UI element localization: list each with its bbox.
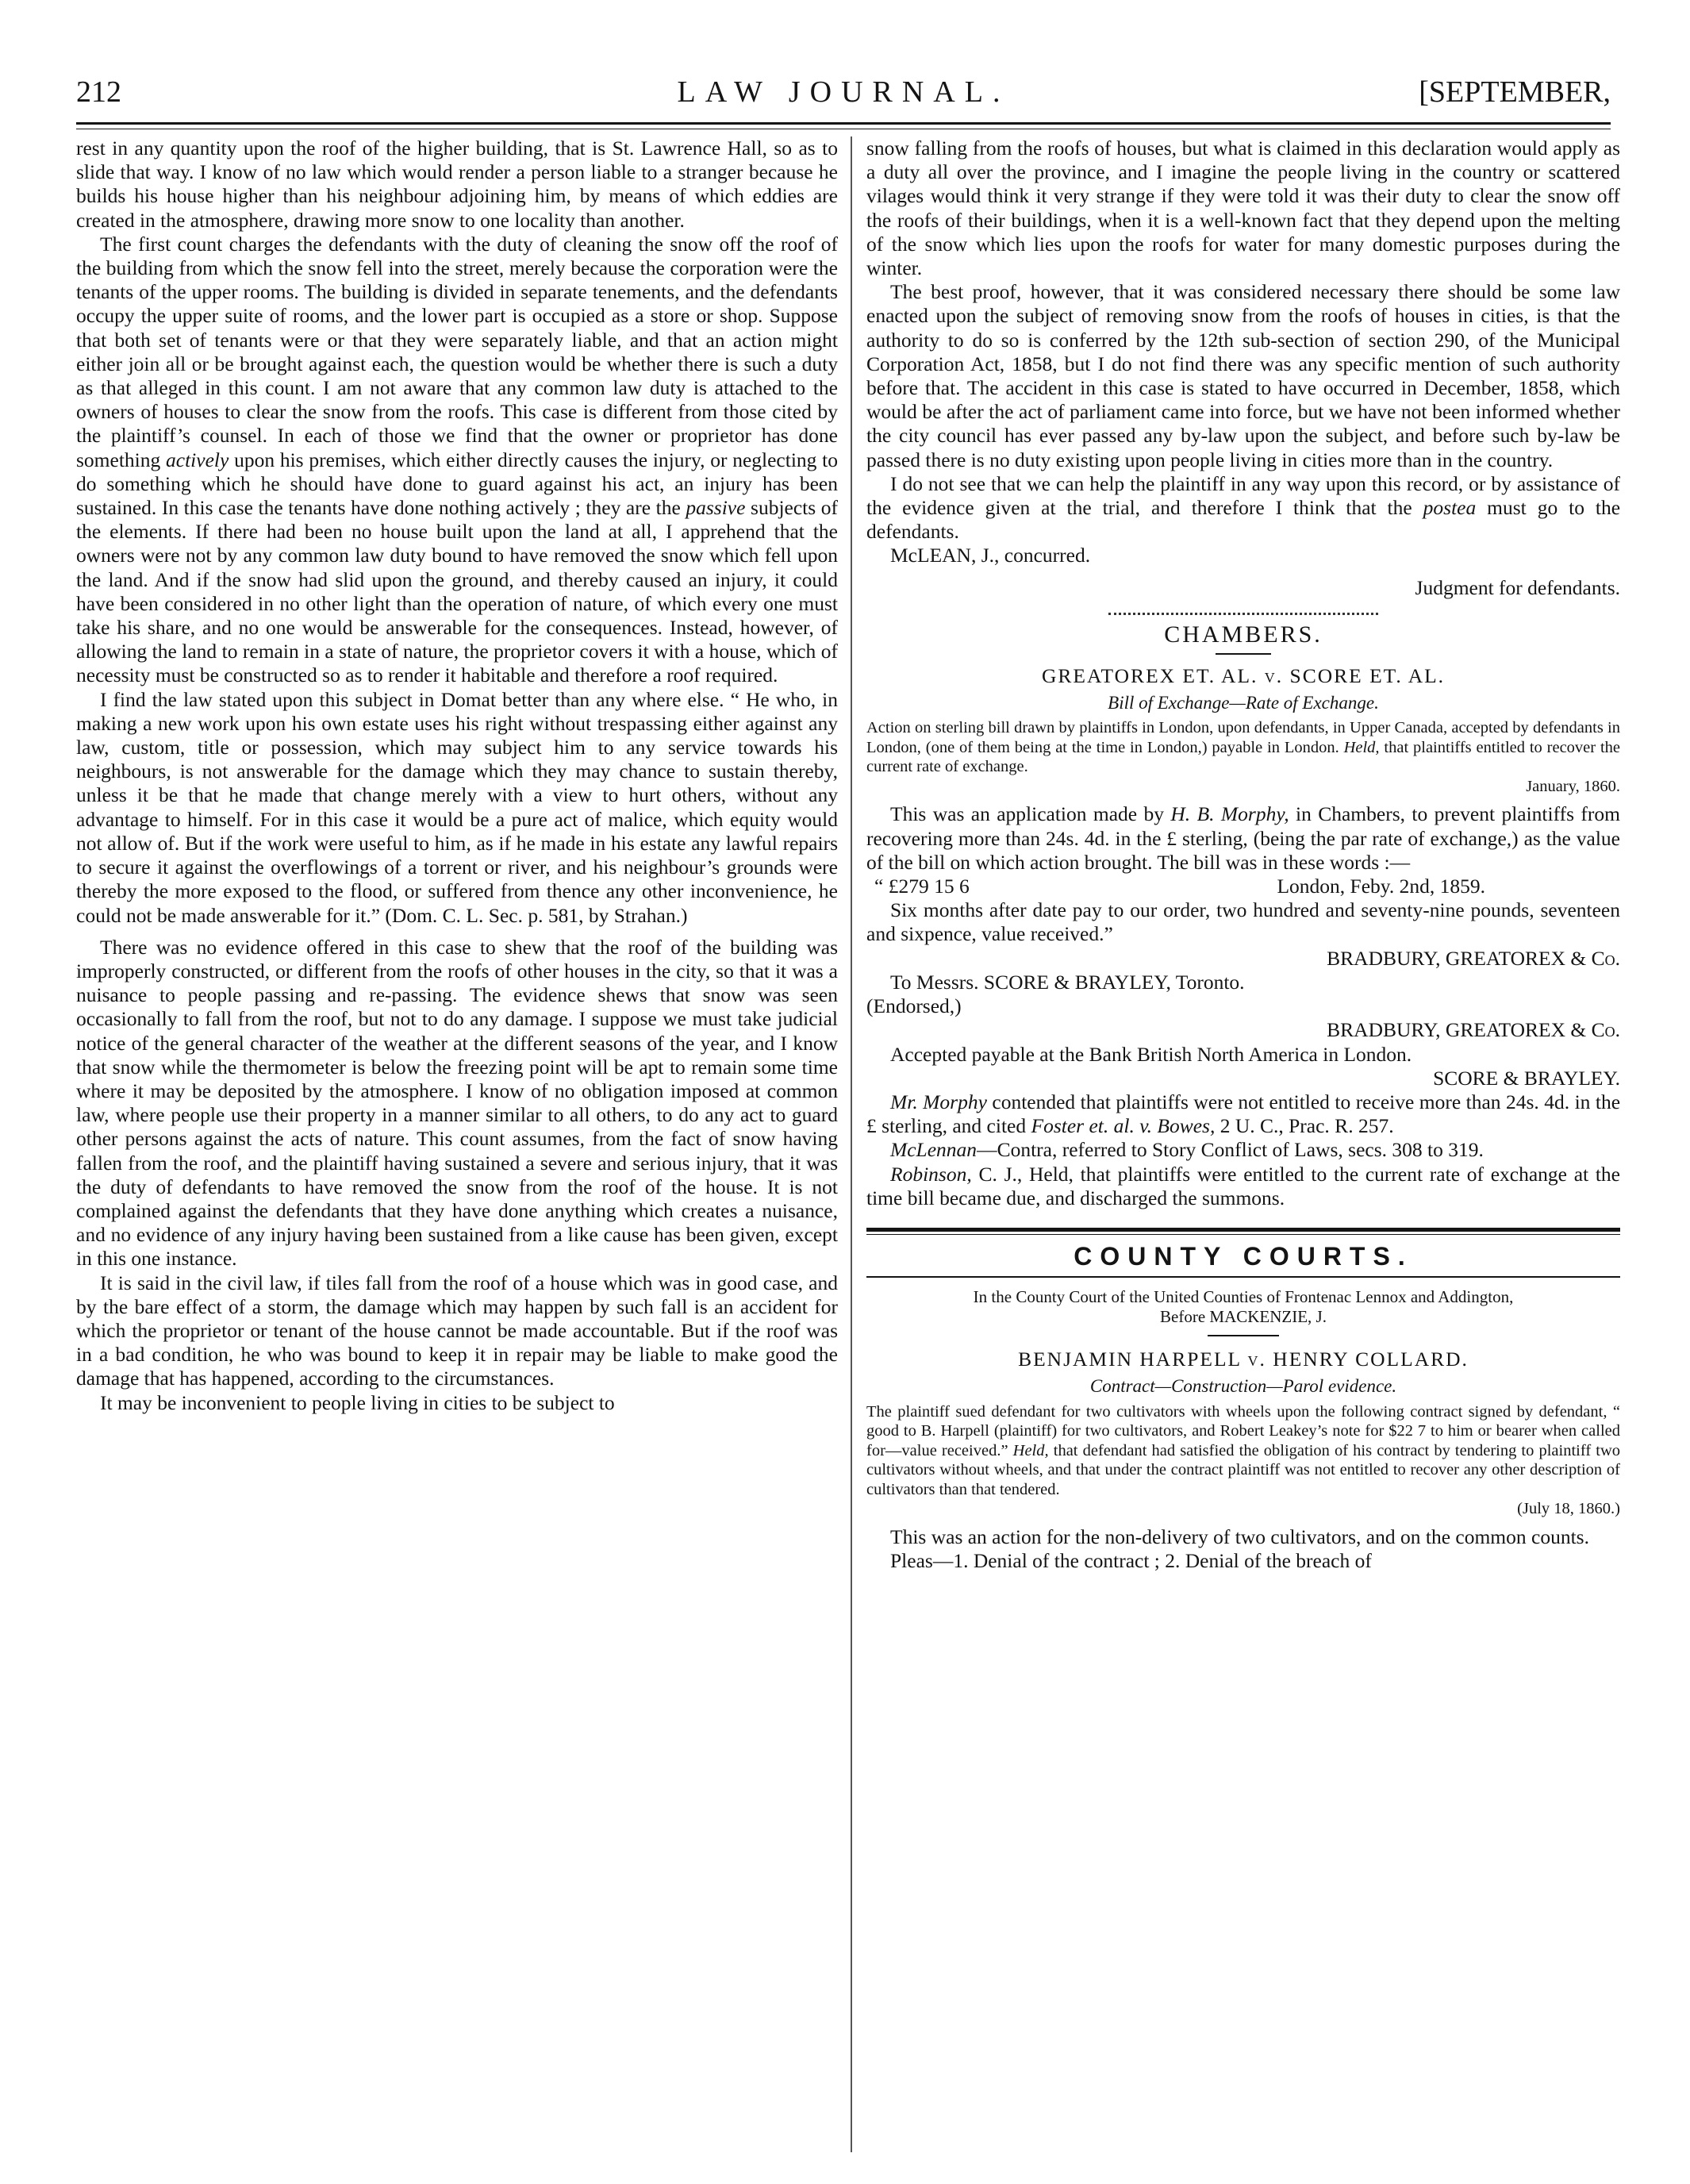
county-headnote-text-a: The plaintiff sued defendant for two cultivators with wheels upon the following contract signed by defendant, “ good to B. Harpell (plaintiff) for two cultivators, and Robert Leakey’s note for $22 7 to him or bearer when called for—value received.” bbox=[866, 1402, 1620, 1459]
left-p2-text-c: subjects of the elements. If there had been no house built upon the land at all, I apprehend that the owners were not by any common law duty bound to have removed the snow which fell upon the land. And if the snow had slid upon the ground, and thereby caused an injury, it could have been considered in no other light than the operation of nature, of which every one must take his share, and no one would be answerable for the consequences. Instead, however, of allowing the land to remain in a state of nature, the proprietor covers it with a house, which of necessity must be constructed so as to render it habitable and therefore a roof required. bbox=[76, 496, 839, 687]
chambers-headnote-held: Held, bbox=[1343, 738, 1380, 756]
county-courts-title: COUNTY COURTS. bbox=[1074, 1241, 1413, 1271]
issue-month: [SEPTEMBER, bbox=[1419, 75, 1611, 109]
chambers-headnote bbox=[866, 718, 1620, 777]
bill-text: Six months after date pay to our order, two hundred and seventy-nine pounds, seventeen and sixpence, value received.” bbox=[866, 898, 1620, 946]
robinson-paragraph bbox=[866, 1163, 1620, 1210]
chambers-title: CHAMBERS. bbox=[1164, 621, 1323, 648]
bill-heading bbox=[866, 875, 1620, 898]
left-paragraph-2 bbox=[76, 233, 838, 688]
robinson-text: C. J., Held, that plaintiffs were entitled to the current rate of exchange at the time bill became due, and discharged the summons. bbox=[866, 1162, 1620, 1209]
endorsed-label: (Endorsed,) bbox=[866, 994, 962, 1018]
bill-amount: “ £279 15 6 bbox=[874, 875, 970, 898]
right-p3-text-b: must go to the defendants. bbox=[866, 496, 1621, 544]
page-number: 212 bbox=[76, 75, 121, 109]
left-paragraph-6: It may be inconvenient to people living in cities to be subject to bbox=[100, 1390, 615, 1414]
left-p2-passive: passive bbox=[686, 496, 746, 520]
chambers-headnote-text-a: Action on sterling bill drawn by plaintiffs in London, upon defendants, in Upper Canada, accepted by defendants in London, (one of them being at the time in London,) payable in London. bbox=[866, 719, 1620, 756]
left-paragraph-4: There was no evidence offered in this case to shew that the roof of the building was improperly constructed, or different from the roofs of other houses in the city, so that it was a nuisance to people passing and re-passing. The evidence shews that snow was seen occasionally to fall from the roof, but not to do any damage. I suppose we must take judicial notice of the general character of the weather at the different seasons of the year, and I know that snow while the thermometer is below the freezing point will be apt to remain some time where it may be deposited by the atmosphere. I know of no obligation imposed at common law, where people use their property in a manner similar to all others, to do any act to guard other persons against the acts of nature. This count assumes, from the fact of snow having fallen from the roof, and the plaintiff having sustained a severe and serious injury, that it was the duty of defendants to have removed the snow from the roof of the house. It is not complained against the defendants that they have done anything which creates a nuisance, and no evidence of any injury having been sustained from a like cause has been given, except in this one instance. bbox=[76, 935, 838, 1271]
left-column bbox=[76, 136, 838, 1415]
right-column bbox=[866, 136, 1620, 1573]
judgment-line: Judgment for defendants. bbox=[1415, 575, 1620, 599]
right-paragraph-1: snow falling from the roofs of houses, but what is claimed in this declaration would apply as a duty all over the province, and I imagine the people living in the country or scattered vilages would think it very strange if they were told it was their duty to clear the snow off the roofs of their buildings, when it is a well-known fact that they depend upon the melting of the snow which lies upon the roofs for water for many domestic purposes during the winter. bbox=[866, 136, 1620, 280]
chambers-p1-text-b: in Chambers, to prevent plaintiffs from recovering more than 24s. 4d. in the £ sterling, (being the par rate of exchange,) as the value of the bill on which action brought. The bill was in these words :— bbox=[866, 802, 1620, 874]
morphy-cite: Foster et. al. v. Bowes, bbox=[1031, 1114, 1216, 1138]
left-p2-actively: actively bbox=[166, 448, 229, 471]
left-paragraph-5: It is said in the civil law, if tiles fall from the roof of a house which was in good case, and by the bare effect of a storm, the damage which may happen by such fall is an accident for which the proprietor or tenant of the house cannot be made accountable. But if the roof was in a bad condition, he who was bound to keep it in repair may be liable to make good the damage that has happened, according to the circumstances. bbox=[76, 1271, 838, 1390]
county-case-subject: Contract—Construction—Parol evidence. bbox=[1089, 1376, 1397, 1397]
chambers-case-name: GREATOREX ET. AL. v. SCORE ET. AL. bbox=[1041, 664, 1446, 688]
county-courts-thin-rule bbox=[866, 1276, 1620, 1278]
chambers-date: January, 1860. bbox=[1526, 777, 1620, 795]
county-paragraph-2: Pleas—1. Denial of the contract ; 2. Denial of the breach of bbox=[890, 1548, 1372, 1572]
bill-to: To Messrs. SCORE & BRAYLEY, Toronto. bbox=[890, 970, 1245, 994]
right-paragraph-3 bbox=[866, 472, 1620, 544]
mclennan-text: —Contra, referred to Story Conflict of Laws, secs. 308 to 319. bbox=[977, 1138, 1484, 1162]
accepted-by: SCORE & BRAYLEY. bbox=[1433, 1066, 1620, 1090]
header-rule bbox=[76, 122, 1611, 129]
bill-drawer: BRADBURY, GREATOREX & Co. bbox=[1327, 946, 1620, 970]
left-p2-text-b: upon his premises, which either directly causes the injury, or neglecting to do something which he should have done to guard against his act, an injury has been sustained. In this case the tenants have done nothing actively ; they are the bbox=[76, 448, 839, 520]
county-courts-rule bbox=[866, 1228, 1620, 1235]
right-paragraph-2: The best proof, however, that it was considered necessary there should be some law enacted upon the subject of removing snow from the roofs of houses in cities, is that the authority to do so is conferred by the 12th sub-section of section 290, of the Municipal Corporation Act, 1858, but I do not find there was any specific mention of such authority before that. The accident in this case is stated to have occurred in December, 1858, which would be after the act of parliament came into force, but we have not been informed whether the city council has ever passed any by-law upon the subject, and before such by-law be passed there is no duty existing upon people living in cities more than in the country. bbox=[866, 280, 1620, 471]
right-p3-text-a: I do not see that we can help the plaintiff in any way upon this record, or by assistance of the evidence given at the trial, and therefore I think that the bbox=[866, 471, 1620, 520]
robinson-name: Robinson, bbox=[890, 1162, 972, 1186]
morphy-paragraph bbox=[866, 1090, 1620, 1138]
concurred-line: McLEAN, J., concurred. bbox=[890, 544, 1091, 567]
county-headnote-date: (July 18, 1860.) bbox=[1517, 1500, 1620, 1518]
county-headnote-held: Held, bbox=[1012, 1441, 1049, 1459]
court-judge: Before MACKENZIE, J. bbox=[1160, 1307, 1327, 1327]
column-divider bbox=[851, 136, 852, 2152]
court-line: In the County Court of the United Counties of Frontenac Lennox and Addington, bbox=[973, 1287, 1514, 1307]
court-rule bbox=[1208, 1335, 1279, 1336]
right-p3-postea: postea bbox=[1423, 496, 1477, 520]
left-p2-text-a: The first count charges the defendants with the duty of cleaning the snow off the roof of the building from which the snow fell into the street, merely because the corporation were the tenants of the upper rooms. The building is divided in separate tenements, and the defendants occupy the upper suite of rooms, and the lower part is occupied as a store or shop. Suppose that both set of tenants were or that they were separately liable, and that an action might either join all or be brought against each, the question would be whether there is such a duty as that alleged in this count. I am not aware that any common law duty is attached to the owners of houses to clear the snow from the roofs. This case is different from those cited by the plaintiff’s counsel. In each of those we find that the owner or proprietor has done something bbox=[76, 232, 838, 471]
chambers-headnote-text-b: that plaintiffs entitled to recover the current rate of exchange. bbox=[866, 738, 1620, 776]
chambers-rule bbox=[1216, 653, 1271, 655]
mclennan-paragraph bbox=[866, 1138, 1620, 1162]
endorsed-by: BRADBURY, GREATOREX & Co. bbox=[1327, 1018, 1620, 1042]
left-paragraph-3: I find the law stated upon this subject in Domat better than any where else. “ He who, in making a new work upon his own estate uses his right without trespassing either against any law, custom, title or possession, which may subject him to any service towards his neighbours, is not answerable for the damage which they may chance to sustain thereby, unless it be that he made that change merely with a view to hurt others, without any advantage to himself. For in this case it would be a pure act of malice, which equity would not allow of. But if the work were useful to him, as if he made in his estate any lawful repairs to secure it against the overflowings of a torrent or river, and his neighbour’s grounds were thereby the more exposed to the flood, or suffered from thence any other inconvenience, he could not be made answerable for it.” (Dom. C. L. Sec. p. 581, by Strahan.) bbox=[76, 687, 838, 927]
bill-place-date: London, Feby. 2nd, 1859. bbox=[1277, 875, 1485, 898]
page-header bbox=[76, 70, 1611, 114]
left-paragraph-1: rest in any quantity upon the roof of the higher building, that is St. Lawrence Hall, so as to slide that way. I know of no law which would render a person liable to a stranger because he builds his house higher than his neighbour adjoining him, by means of which eddies are created in the atmosphere, drawing more snow to one locality than another. bbox=[76, 136, 838, 232]
accepted-line: Accepted payable at the Bank British North America in London. bbox=[890, 1042, 1412, 1066]
morphy-text-b: 2 U. C., Prac. R. 257. bbox=[1219, 1114, 1394, 1138]
county-case-name: BENJAMIN HARPELL v. HENRY COLLARD. bbox=[1018, 1348, 1469, 1371]
journal-title: LAW JOURNAL. bbox=[677, 75, 1010, 109]
paragraph-gap bbox=[76, 928, 838, 936]
chambers-case-subject: Bill of Exchange—Rate of Exchange. bbox=[1108, 693, 1379, 713]
chambers-paragraph-1 bbox=[866, 802, 1620, 875]
chambers-p1-name: H. B. Morphy, bbox=[1170, 802, 1289, 826]
county-headnote-text-b: that defendant had satisfied the obligation of his contract by tendering to plaintiff two cultivators without wheels, and that under the contract plaintiff was not entitled to recover any other description of cultivators than that tendered. bbox=[866, 1441, 1620, 1498]
morphy-name: Mr. Morphy bbox=[890, 1090, 987, 1113]
county-paragraph-1: This was an action for the non-delivery of two cultivators, and on the common counts. bbox=[890, 1525, 1589, 1548]
mclennan-name: McLennan bbox=[890, 1138, 978, 1162]
section-dotted-rule bbox=[1108, 613, 1378, 615]
chambers-p1-text-a: This was an application made by bbox=[890, 802, 1164, 826]
county-headnote bbox=[866, 1402, 1620, 1500]
morphy-text-a: contended that plaintiffs were not entitled to receive more than 24s. 4d. in the £ sterling, and cited bbox=[866, 1090, 1621, 1138]
